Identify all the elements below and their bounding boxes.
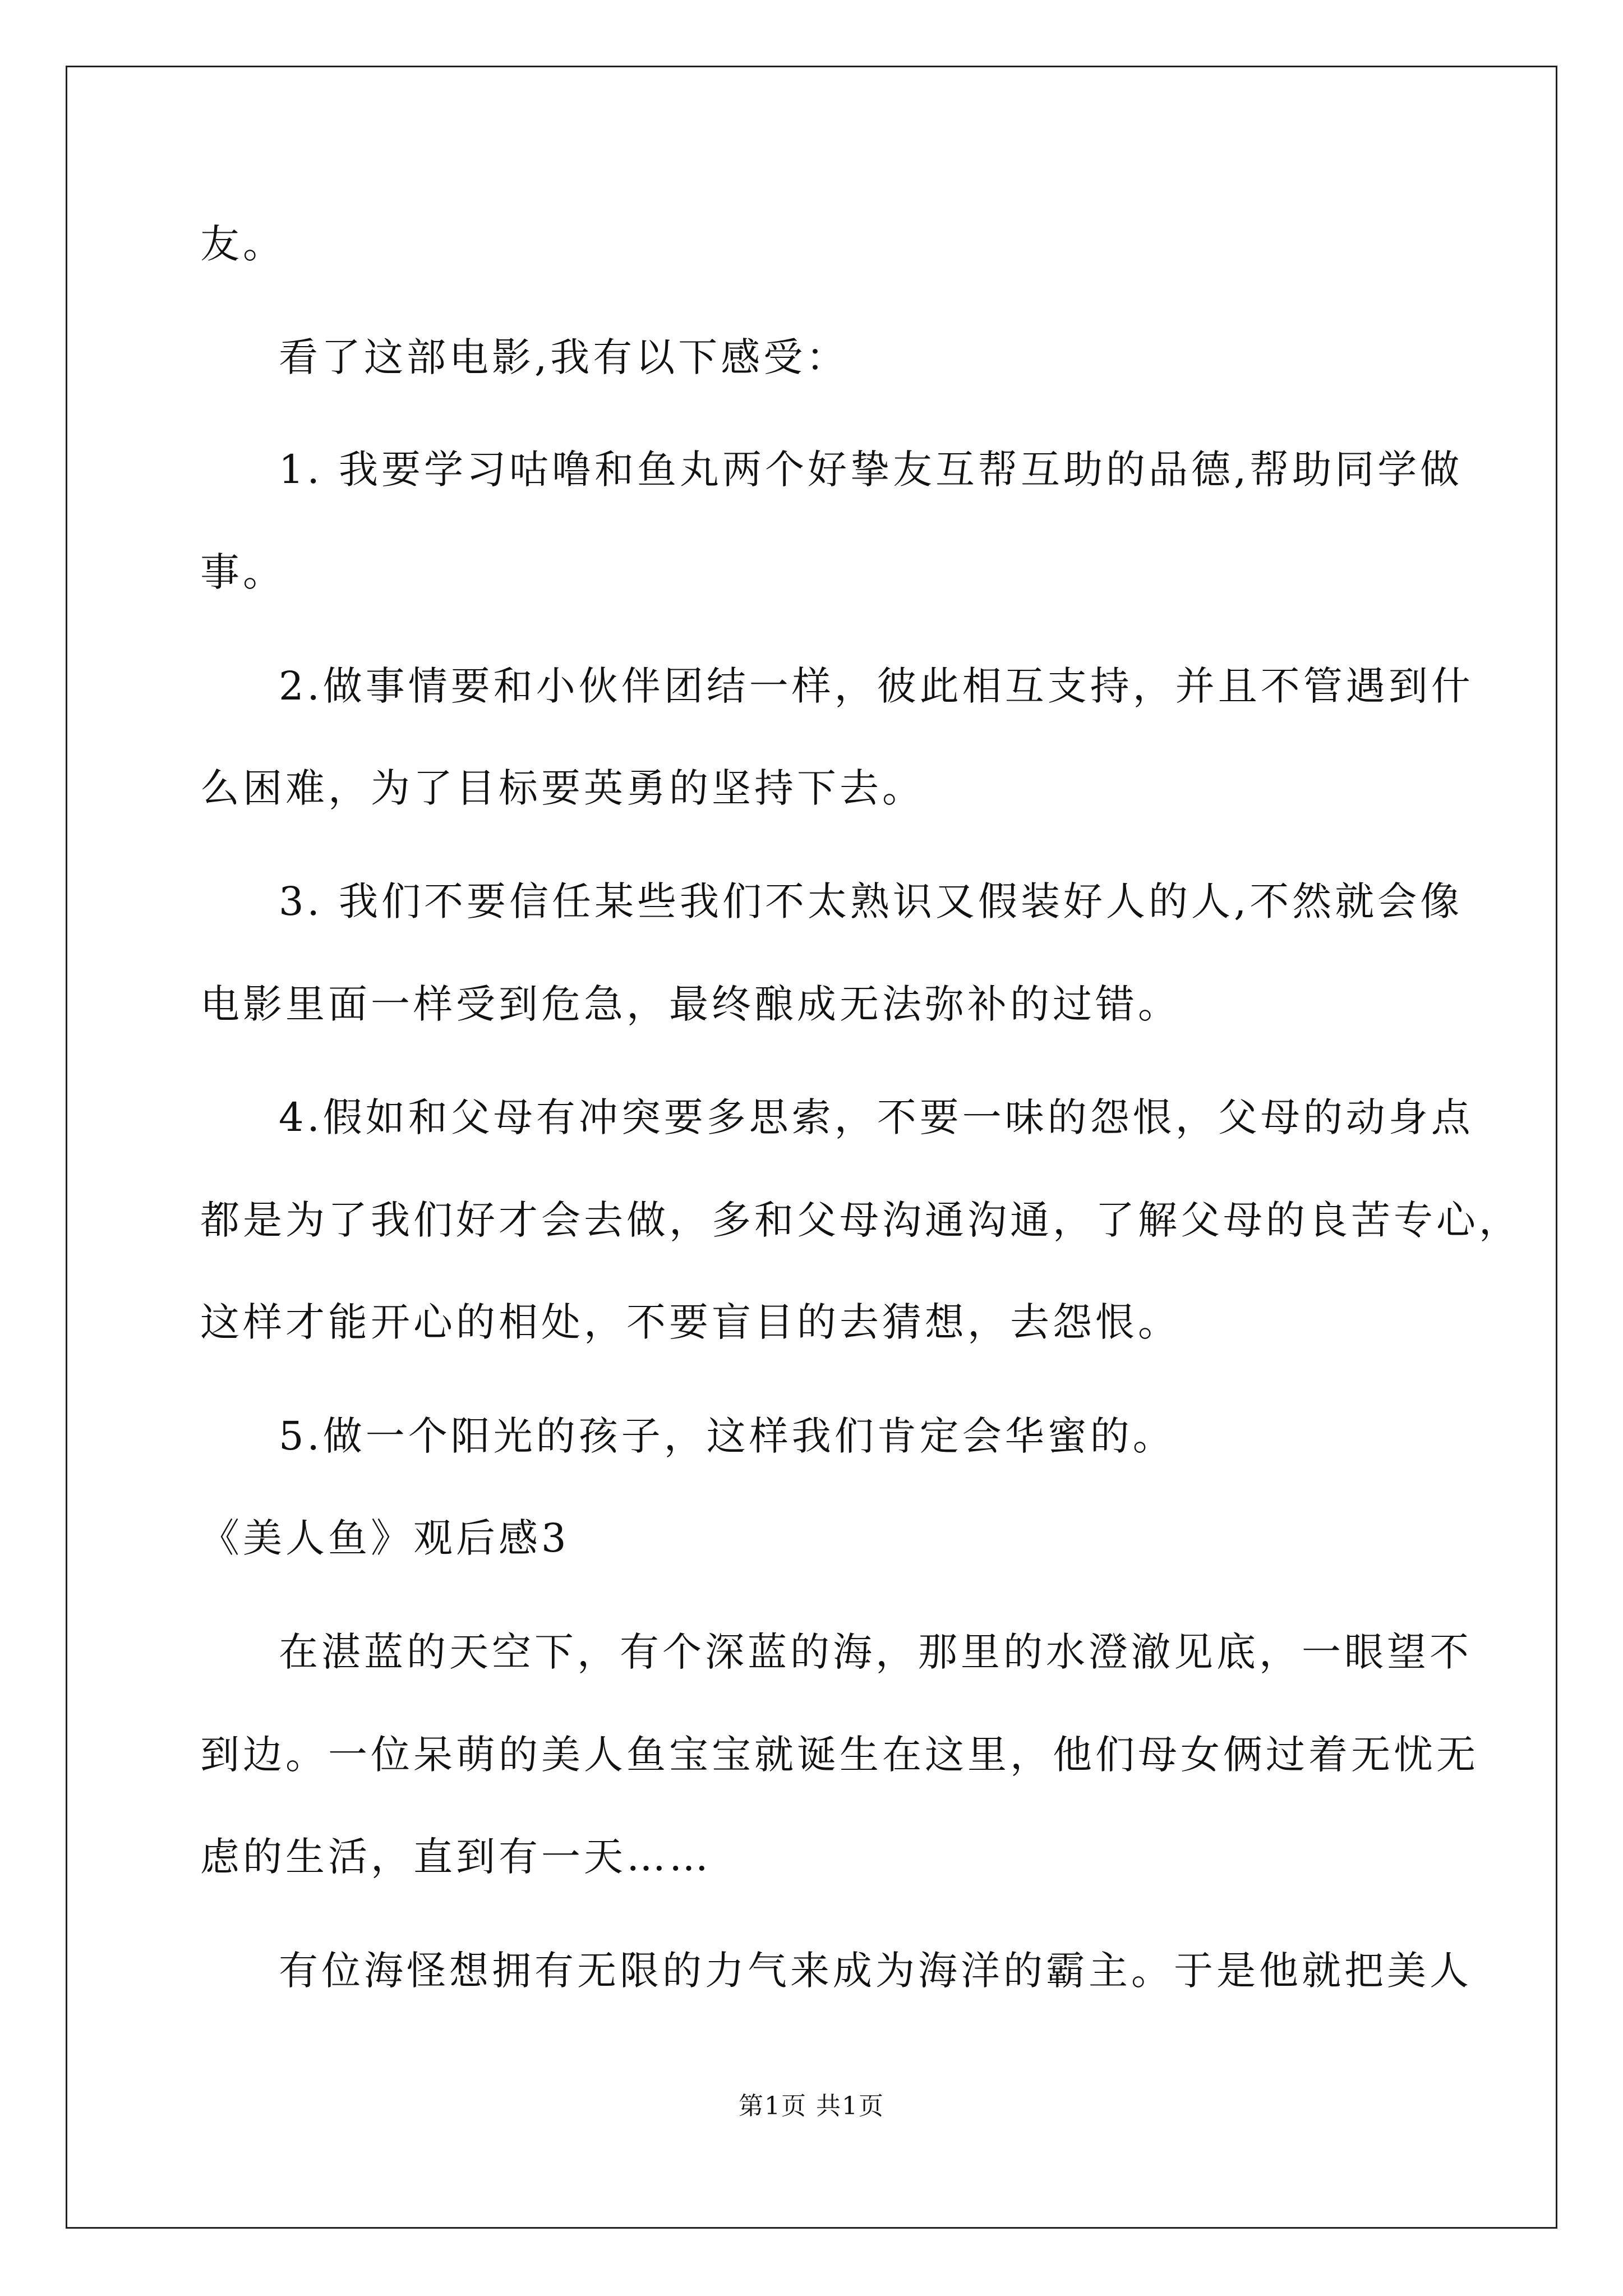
list-item-3-line: 3. 我们不要信任某些我们不太熟识又假装好人的人,不然就会像 (279, 878, 1463, 924)
paragraph-line: 虑的生活，直到有一天…… (200, 1834, 712, 1880)
list-item-4-line: 4.假如和父母有冲突要多思索，不要一味的怨恨，父母的动身点 (279, 1094, 1474, 1140)
page-number-footer: 第1页 共1页 (739, 2092, 884, 2120)
list-item-5-line: 5.做一个阳光的孩子，这样我们肯定会华蜜的。 (279, 1413, 1175, 1459)
list-item-2-line: 么困难，为了目标要英勇的坚持下去。 (200, 765, 925, 811)
list-item-3-line: 电影里面一样受到危急，最终酿成无法弥补的过错。 (200, 981, 1181, 1027)
paragraph-line: 在湛蓝的天空下，有个深蓝的海，那里的水澄澈见底，一眼望不 (279, 1629, 1472, 1675)
list-item-1-line: 1. 我要学习咕噜和鱼丸两个好挚友互帮互助的品德,帮助同学做 (279, 447, 1463, 493)
list-item-4-line: 都是为了我们好才会去做，多和父母沟通沟通，了解父母的良苦专心， (200, 1197, 1521, 1243)
list-item-1-line: 事。 (200, 549, 285, 595)
page-border (66, 66, 1557, 2229)
paragraph-line: 有位海怪想拥有无限的力气来成为海洋的霸主。于是他就把美人 (279, 1948, 1472, 1994)
list-item-4-line: 这样才能开心的相处，不要盲目的去猜想，去怨恨。 (200, 1299, 1181, 1345)
paragraph-line: 到边。一位呆萌的美人鱼宝宝就诞生在这里，他们母女俩过着无忧无 (200, 1732, 1479, 1778)
paragraph-line: 友。 (200, 221, 285, 267)
paragraph-line: 看了这部电影,我有以下感受： (279, 334, 849, 380)
section-heading: 《美人鱼》观后感3 (200, 1515, 570, 1561)
list-item-2-line: 2.做事情要和小伙伴团结一样，彼此相互支持，并且不管遇到什 (279, 663, 1474, 709)
